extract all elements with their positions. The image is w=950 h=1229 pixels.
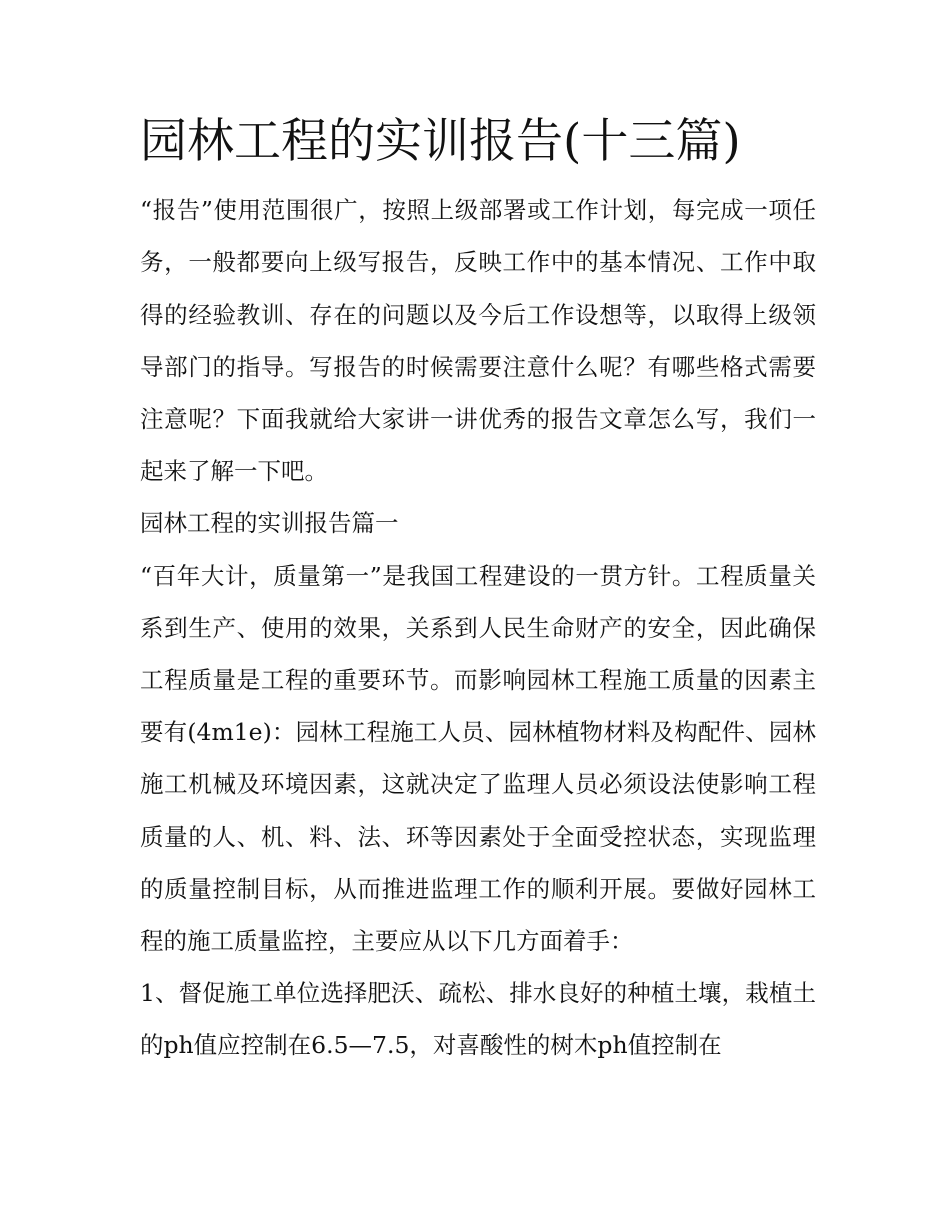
intro-paragraph: “报告”使用范围很广，按照上级部署或工作计划，每完成一项任务，一般都要向上级写报告，反映工作中的基本情况、工作中取得的经验教训、存在的问题以及今后工作设想等，以取得上级领导部门的指导。写报告的时候需要注意什么呢？有哪些格式需要注意呢？下面我就给大家讲一讲优秀的报告文章怎么写，我们一起来了解一下吧。 <box>140 196 816 486</box>
document-body <box>140 108 816 1072</box>
body-paragraph: 1、督促施工单位选择肥沃、疏松、排水良好的种植土壤，栽植土的ph值应控制在6.5—7.5，对喜酸性的树木ph值控制在 <box>140 979 816 1060</box>
section-heading: 园林工程的实训报告篇一 <box>140 509 399 538</box>
document-title: 园林工程的实训报告(十三篇) <box>140 114 741 169</box>
body-paragraph: “百年大计，质量第一”是我国工程建设的一贯方针。工程质量关系到生产、使用的效果，关系到人民生命财产的安全，因此确保工程质量是工程的重要环节。而影响园林工程施工质量的因素主要有(4m1e)：园林工程施工人员、园林植物材料及构配件、园林施工机械及环境因素，这就决定了监理人员必须设法使影响工程质量的人、机、料、法、环等因素处于全面受控状态，实现监理的质量控制目标，从而推进监理工作的顺利开展。要做好园林工程的施工质量监控，主要应从以下几方面着手： <box>140 561 816 955</box>
